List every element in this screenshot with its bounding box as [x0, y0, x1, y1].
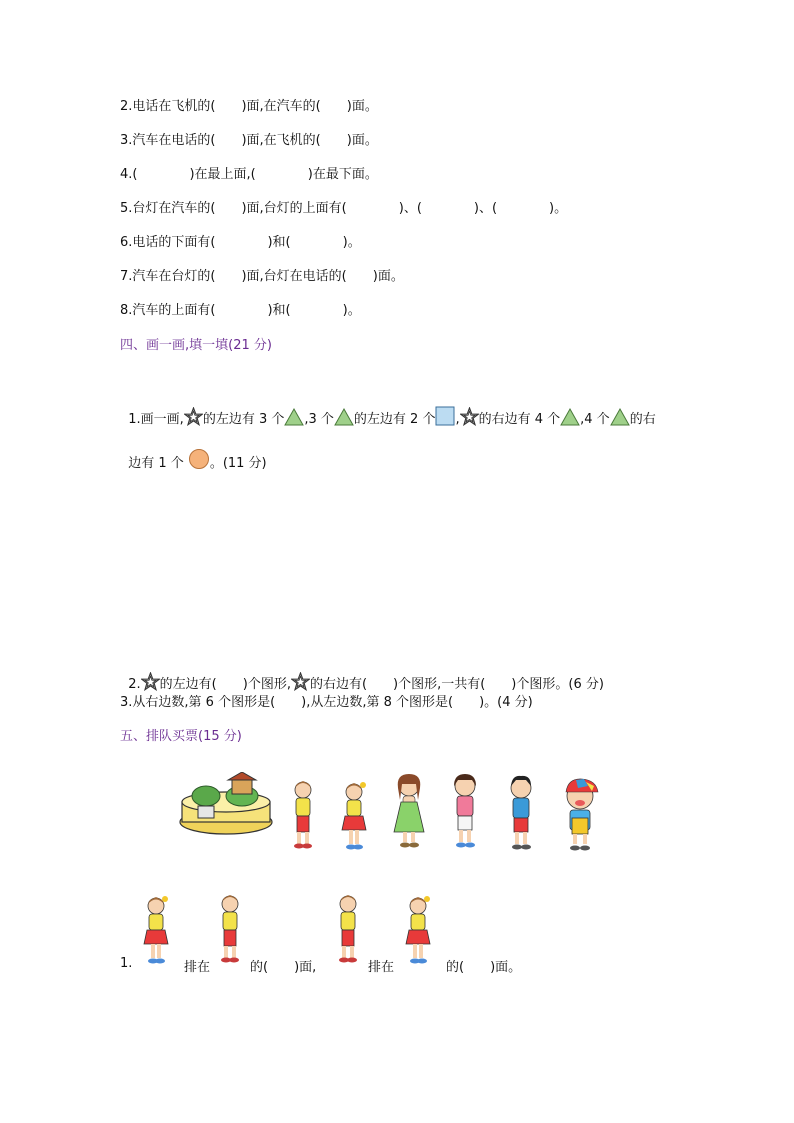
question-7: 7.汽车在台灯的( )面,台灯在电话的( )面。: [120, 269, 404, 284]
q1-text-a: 的左边有 3 个: [202, 412, 285, 427]
question-4: 4.( )在最上面,( )在最下面。: [120, 167, 378, 182]
question-3: 3.汽车在电话的( )面,在飞机的( )面。: [120, 133, 378, 148]
child-figure: [506, 774, 536, 852]
circle-icon: [188, 448, 210, 479]
triangle-icon: [284, 408, 304, 435]
q1-text-c: 的左边有 2 个: [353, 412, 436, 427]
q2-text-a: 的左边有( )个图形,: [159, 677, 291, 692]
boy-figure: [334, 892, 362, 964]
q2-prefix: 2.: [128, 677, 141, 692]
star-icon: [460, 407, 479, 435]
question-2: 2.电话在飞机的( )面,在汽车的( )面。: [120, 99, 378, 114]
q2-text-b: 的右边有( )个图形,一共有( )个图形。(6 分): [309, 677, 604, 692]
queue-text-c: 排在: [368, 960, 395, 975]
triangle-icon: [334, 408, 354, 435]
child-figure: [558, 776, 604, 854]
q1-prefix: 1.画一画,: [128, 412, 184, 427]
park-ticket-booth-illustration: [178, 772, 274, 836]
question-5: 5.台灯在汽车的( )面,台灯的上面有( )、( )、( )。: [120, 201, 568, 216]
section-4-title: 四、画一画,填一填(21 分): [120, 338, 272, 353]
girl-figure: [404, 894, 432, 966]
q1-text-b: ,3 个: [304, 412, 334, 427]
q1-text-d: ,: [455, 412, 460, 427]
section-4-question-1-line-2: [120, 424, 267, 479]
q1-line2-text-a: 边有 1 个: [128, 456, 184, 471]
child-figure: [340, 780, 368, 852]
child-figure: [450, 772, 480, 852]
child-figure: [392, 772, 426, 850]
q1-text-f: ,4 个: [580, 412, 610, 427]
queue-text-d: 的( )面。: [446, 960, 522, 975]
girl-figure: [142, 894, 170, 966]
square-icon: [435, 406, 455, 435]
section-5-title: 五、排队买票(15 分): [120, 729, 242, 744]
q1-line2-text-b: 。(11 分): [209, 456, 267, 471]
queue-text-b: 的( )面,: [250, 960, 317, 975]
q1-text-g: 的右: [629, 412, 656, 427]
q1-text-e: 的右边有 4 个: [478, 412, 561, 427]
boy-figure: [216, 892, 244, 964]
triangle-icon: [610, 408, 630, 435]
question-8: 8.汽车的上面有( )和( )。: [120, 303, 361, 318]
triangle-icon: [560, 408, 580, 435]
section-5-question-1-number: 1.: [120, 956, 133, 971]
question-6: 6.电话的下面有( )和( )。: [120, 235, 361, 250]
queue-text-a: 排在: [184, 960, 211, 975]
child-figure: [290, 778, 316, 850]
section-4-question-2: [120, 650, 604, 699]
section-4-question-3: 3.从右边数,第 6 个图形是( ),从左边数,第 8 个图形是( )。(4 分): [120, 695, 533, 710]
